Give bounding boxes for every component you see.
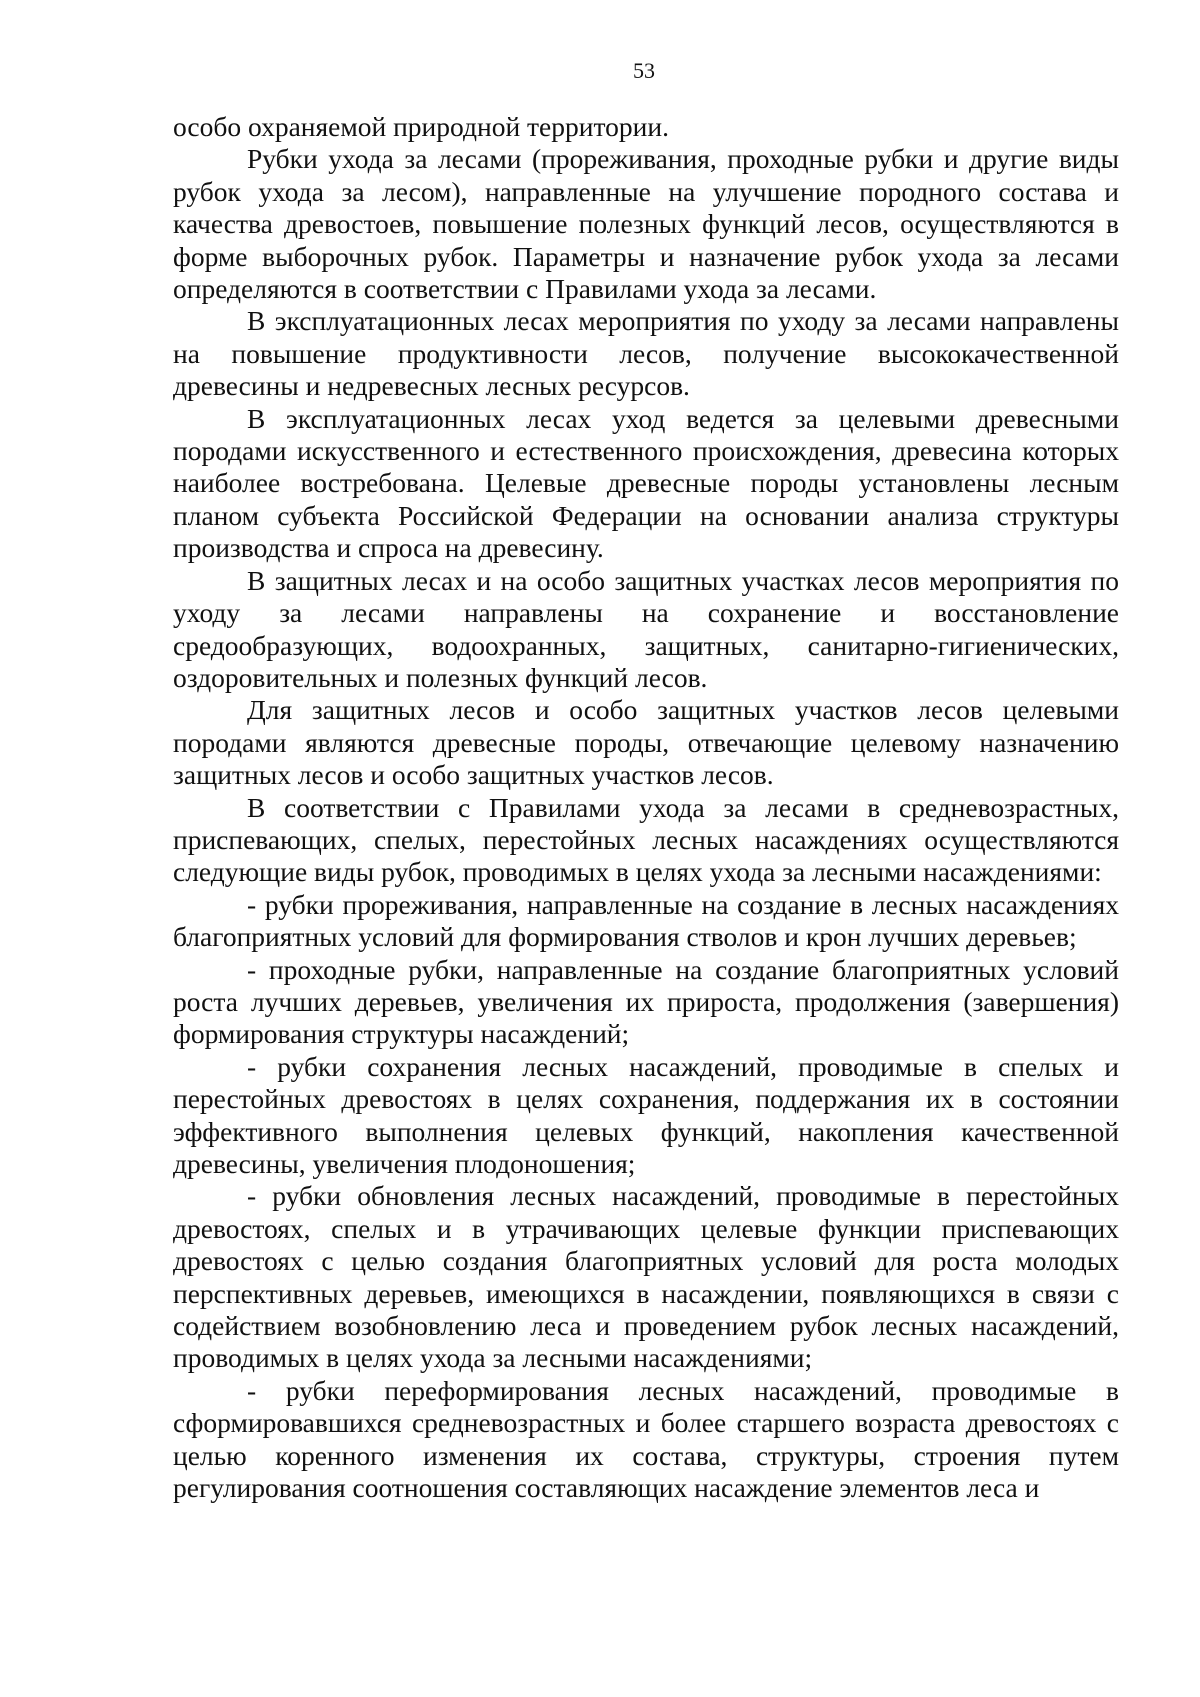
paragraph-protective-forests-goals: В защитных лесах и на особо защитных участках лесов мероприятия по уходу за лесами направлены на сохранение и восстановление средообразующих, водоохранных, защитных, санитарно-гигиенических, оздоровительных и полезных функций лесов. — [173, 564, 1119, 693]
paragraph-felling-types-intro: В соответствии с Правилами ухода за лесами в средневозрастных, приспевающих, спелых, перестойных лесных насаждениях осуществляются следующие виды рубок, проводимых в целях ухода за лесными насаждениями: — [173, 791, 1119, 888]
list-item-passage-felling: - проходные рубки, направленные на создание благоприятных условий роста лучших деревьев, увеличения их прироста, продолжения (завершения) формирования структуры насаждений; — [173, 953, 1119, 1050]
paragraph-thinning-overview: Рубки ухода за лесами (прореживания, проходные рубки и другие виды рубок ухода за лесом), направленные на улучшение породного состава и качества древостоев, повышение полезных функций лесов, осуществляются в форме выборочных рубок. Параметры и назначение рубок ухода за лесами определяются в соответствии с Правилами ухода за лесами. — [173, 143, 1119, 305]
paragraph-exploitation-forests-species: В эксплуатационных лесах уход ведется за целевыми древесными породами искусственного и естественного происхождения, древесина которых наиболее востребована. Целевые древесные породы установлены лесным планом субъекта Российской Федерации на основании анализа структуры производства и спроса на древесину. — [173, 402, 1119, 564]
paragraph-protective-forests-species: Для защитных лесов и особо защитных участков лесов целевыми породами являются древесные породы, отвечающие целевому назначению защитных лесов и особо защитных участков лесов. — [173, 694, 1119, 791]
list-item-reformation-felling: - рубки переформирования лесных насаждений, проводимые в сформировавшихся средневозрастных и более старшего возраста древостоях с целью коренного изменения их состава, структуры, строения путем регулирования соотношения составляющих насаждение элементов леса и — [173, 1374, 1119, 1504]
paragraph-continuation: особо охраняемой природной территории. — [173, 111, 669, 142]
list-item-preservation-felling: - рубки сохранения лесных насаждений, проводимые в спелых и перестойных древостоях в целях сохранения, поддержания их в состоянии эффективного выполнения целевых функций, накопления качественной древесины, увеличения плодоношения; — [173, 1050, 1119, 1179]
list-item-thinning: - рубки прореживания, направленные на создание в лесных насаждениях благоприятных условий для формирования стволов и крон лучших деревьев; — [173, 888, 1119, 953]
page-number: 53 — [633, 58, 655, 83]
list-item-renewal-felling: - рубки обновления лесных насаждений, проводимые в перестойных древостоях, спелых и в утрачивающих целевые функции приспевающих древостоях с целью создания благоприятных условий для роста молодых перспективных деревьев, имеющихся в насаждении, появляющихся в связи с содействием возобновлению леса и проведением рубок лесных насаждений, проводимых в целях ухода за лесными насаждениями; — [173, 1180, 1119, 1374]
document-body — [173, 111, 1119, 1504]
paragraph-exploitation-forests-goals: В эксплуатационных лесах мероприятия по уходу за лесами направлены на повышение продуктивности лесов, получение высококачественной древесины и недревесных лесных ресурсов. — [173, 305, 1119, 402]
